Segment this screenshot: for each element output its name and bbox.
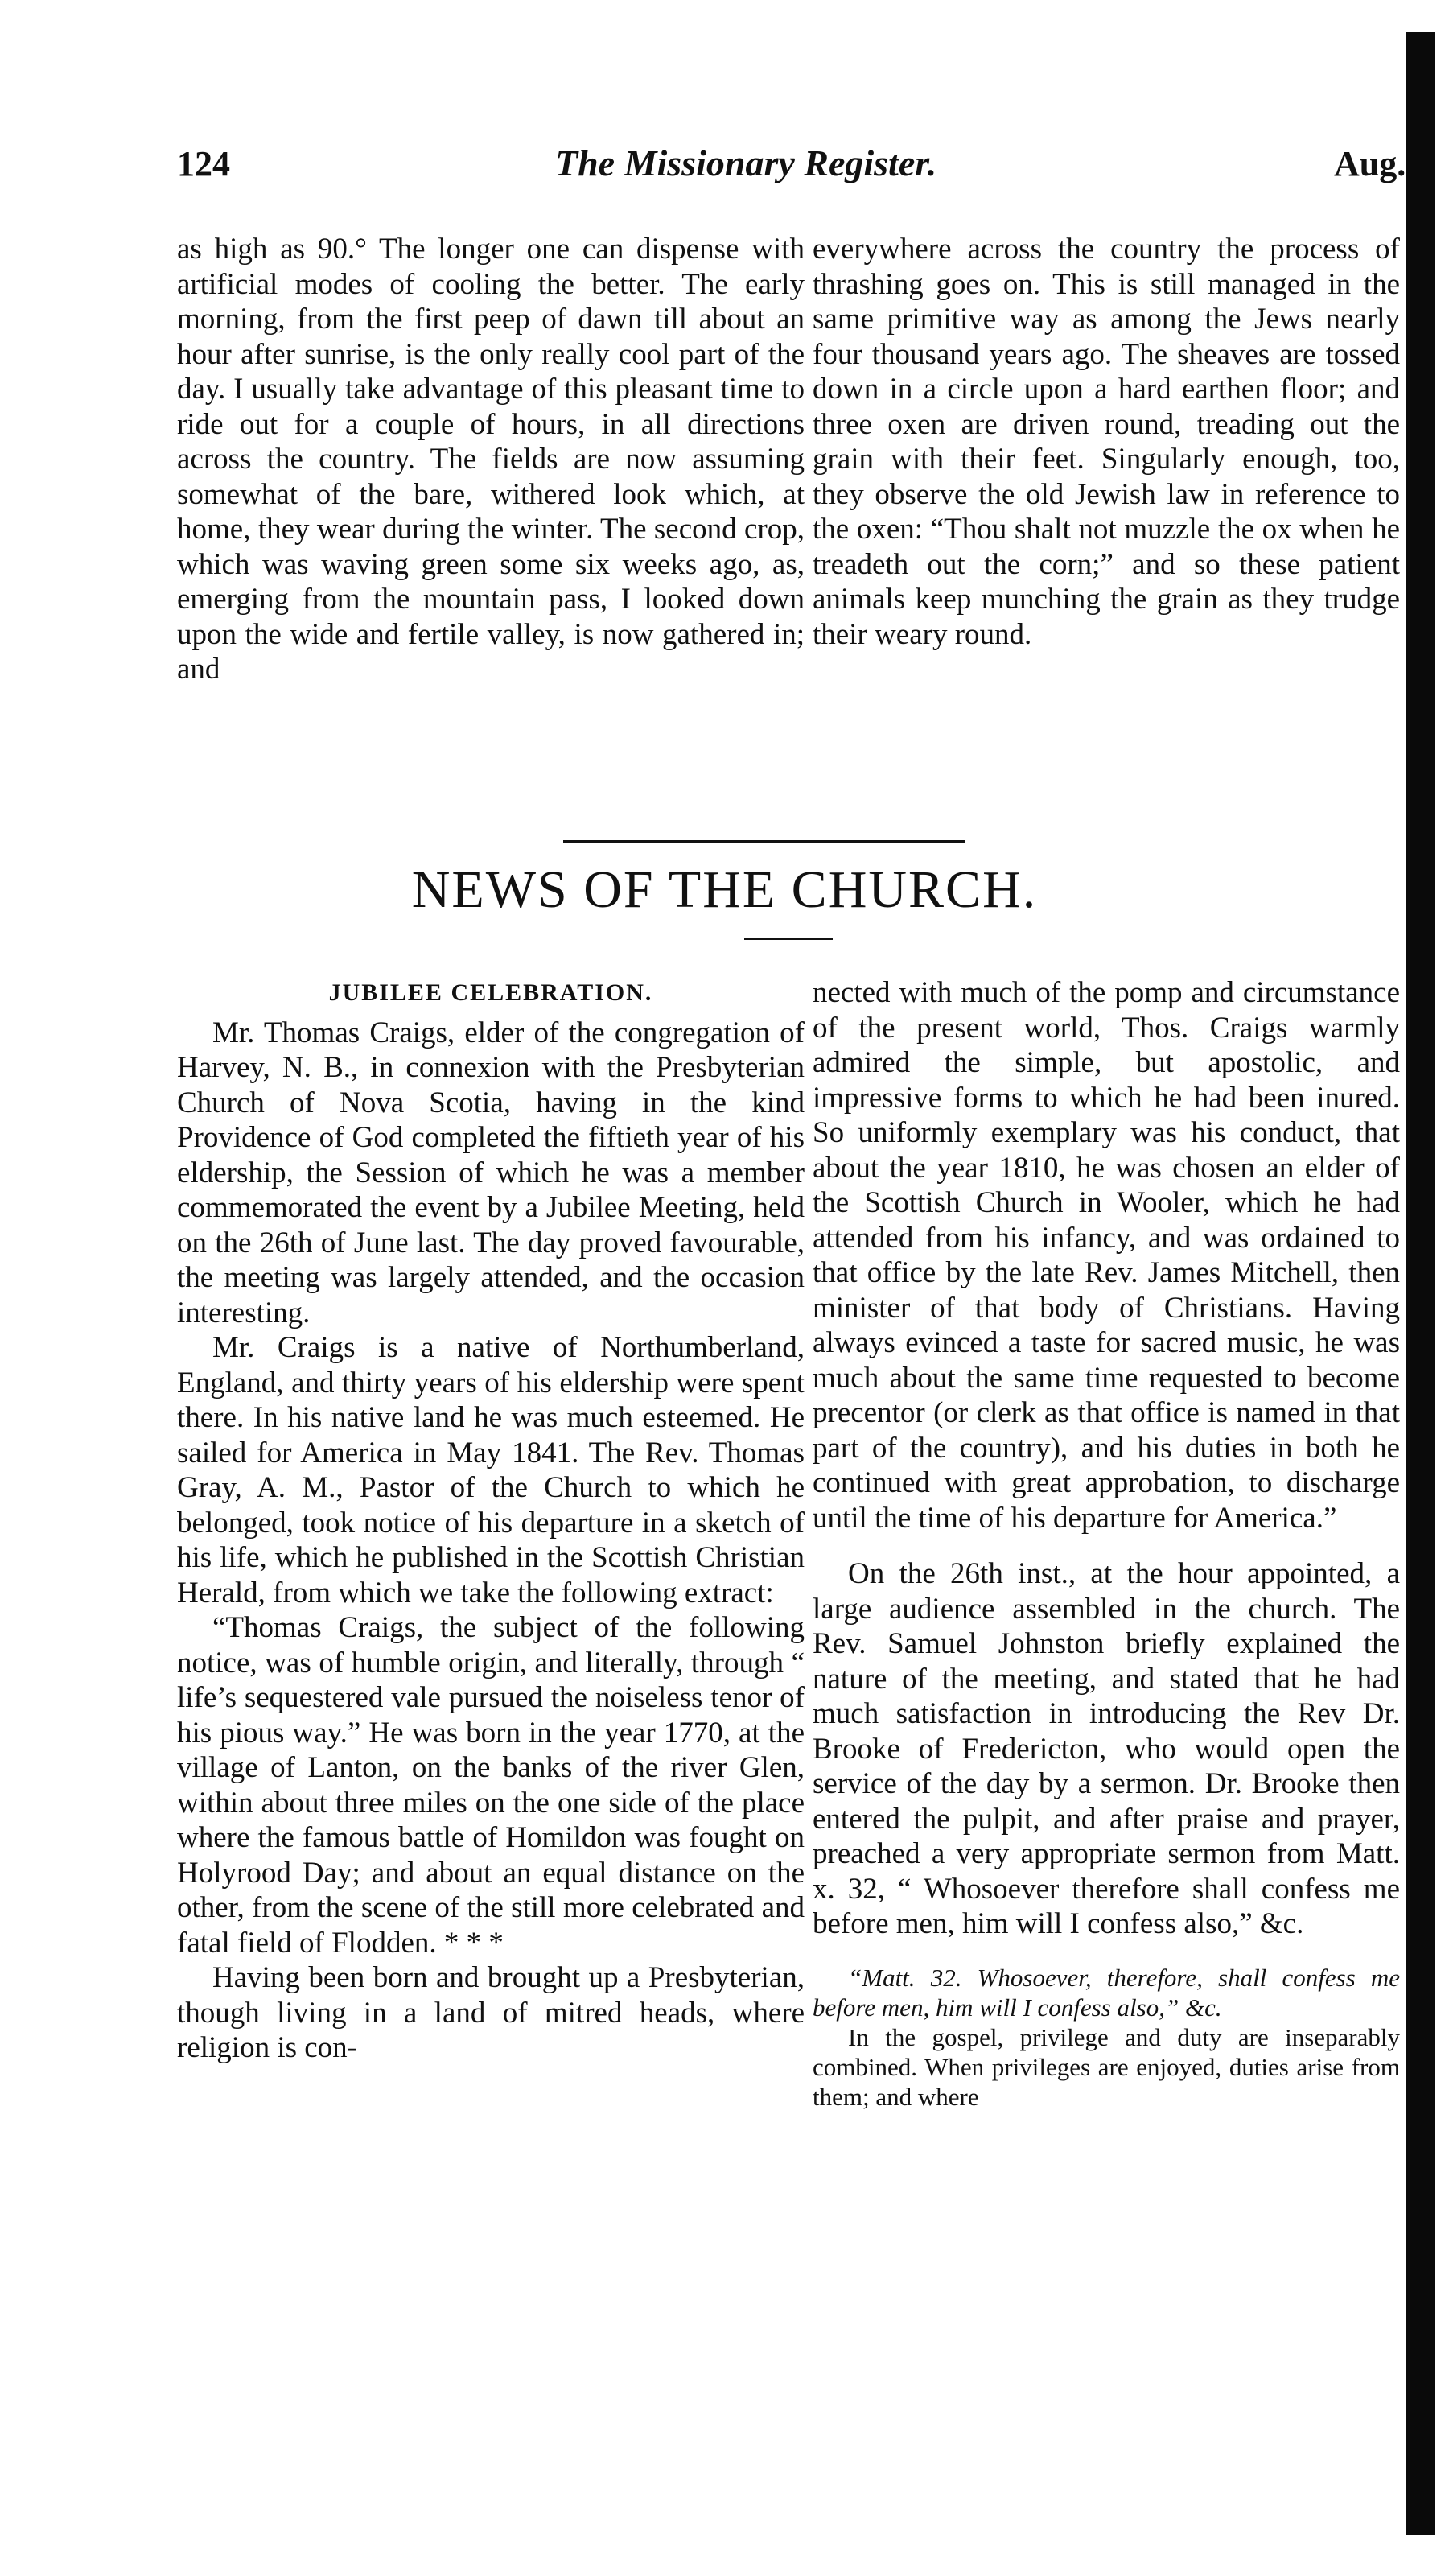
paragraph-spacer [813, 1942, 1400, 1963]
footnote-quote: “Matt. 32. Whosoever, therefore, shall confess me before men, him will I confess also,” &c. [813, 1963, 1400, 2022]
footnote-text: In the gospel, privilege and duty are inseparably combined. When privileges are enjoyed, duties arise from them; and where [813, 2022, 1400, 2111]
article-column-left [177, 975, 805, 2066]
paragraph: On the 26th inst., at the hour appointed, a large audience assembled in the church. The Rev. Samuel Johnston briefly explained the nature of the meeting, and stated that he had much satisfaction in introducing the Rev Dr. Brooke of Fredericton, who would open the service of the day by a sermon. Dr. Brooke then entered the pulpit, and after praise and prayer, preached a very appropriate sermon from Matt. x. 32, “ Whosoever therefore shall confess me before men, him will I confess also,” &c. [813, 1557, 1400, 1940]
running-month: Aug. [1334, 144, 1406, 183]
paragraph: everywhere across the country the process of thrashing goes on. This is still managed in the same primitive way as among the Jews nearly four thousand years ago. The sheaves are tossed down in a circle upon a hard earthen floor; and three oxen are driven round, treading out the grain with their feet. Singularly enough, too, they observe the old Jewish law in reference to the oxen: “Thou shalt not muzzle the ox when he treadeth out the corn;” and so these patient animals keep munching the grain as they trudge their weary round. [813, 233, 1400, 651]
paragraph: Mr. Thomas Craigs, elder of the congregation of Harvey, N. B., in connexion with the Presbyterian Church of Nova Scotia, having in the kind Providence of God completed the fiftieth year of his eldership, the Session of which he was a member commemorated the event by a Jubilee Meeting, held on the 26th of June last. The day proved favourable, the meeting was largely attended, and the occasion interesting. [177, 1016, 805, 1329]
section-title: NEWS OF THE CHURCH. [411, 860, 1038, 919]
paragraph: as high as 90.° The longer one can dispense with artificial modes of cooling the better. The early morning, from the first peep of dawn till about an hour after sunrise, is the only really cool part of the day. I usually take advantage of this pleasant time to ride out for a couple of hours, in all directions across the country. The fields are now assuming somewhat of the bare, withered look which, at home, they wear during the winter. The second crop, which was waving green some six weeks ago, as, emerging from the mountain pass, I looked down upon the wide and fertile valley, is now gathered in; and [177, 233, 805, 686]
running-title: The Missionary Register. [555, 142, 937, 183]
paragraph: nected with much of the pomp and circumstance of the present world, Thos. Craigs warmly admired the simple, but apostolic, and impressive forms to which he had been inured. So uniformly exemplary was his conduct, that about the year 1810, he was chosen an elder of the Scottish Church in Wooler, which he had attended from his infancy, and was ordained to that office by the late Rev. James Mitchell, then minister of that body of Christians. Having always evinced a taste for sacred music, he was much about the same time requested to become precentor (or clerk as that office is named in that part of the country), and his duties in both he continued with great approbation, to discharge until the time of his departure for America.” [813, 976, 1400, 1535]
continuation-column-right [813, 232, 1400, 652]
paragraph-spacer [813, 1535, 1400, 1556]
article-column-right [813, 975, 1400, 2112]
paragraph: Mr. Craigs is a native of Northumberland, England, and thirty years of his eldership were spent there. In his native land he was much esteemed. He sailed for America in May 1841. The Rev. Thomas Gray, A. M., Pastor of the Church to which he belonged, took notice of his departure in a sketch of his life, which he published in the Scottish Christian Herald, from which we take the following extract: [177, 1331, 805, 1609]
paragraph: “Thomas Craigs, the subject of the following notice, was of humble origin, and literally, through “ life’s sequestered vale pursued the noiseless tenor of his pious way.” He was born in the year 1770, at the village of Lanton, on the banks of the river Glen, within about three miles on the one side of the place where the famous battle of Homildon was fought on Holyrood Day; and about an equal distance on the other, from the scene of the still more celebrated and fatal field of Flodden. * * * [177, 1611, 805, 1960]
title-underline [744, 938, 833, 940]
continuation-column-left [177, 232, 805, 687]
section-divider [563, 840, 965, 843]
article-subheading: JUBILEE CELEBRATION. [328, 979, 653, 1006]
page-number: 124 [177, 144, 230, 183]
scan-shadow-edge [1406, 32, 1435, 2535]
paragraph: Having been born and brought up a Presbyterian, though living in a land of mitred heads, where religion is con- [177, 1961, 805, 2064]
